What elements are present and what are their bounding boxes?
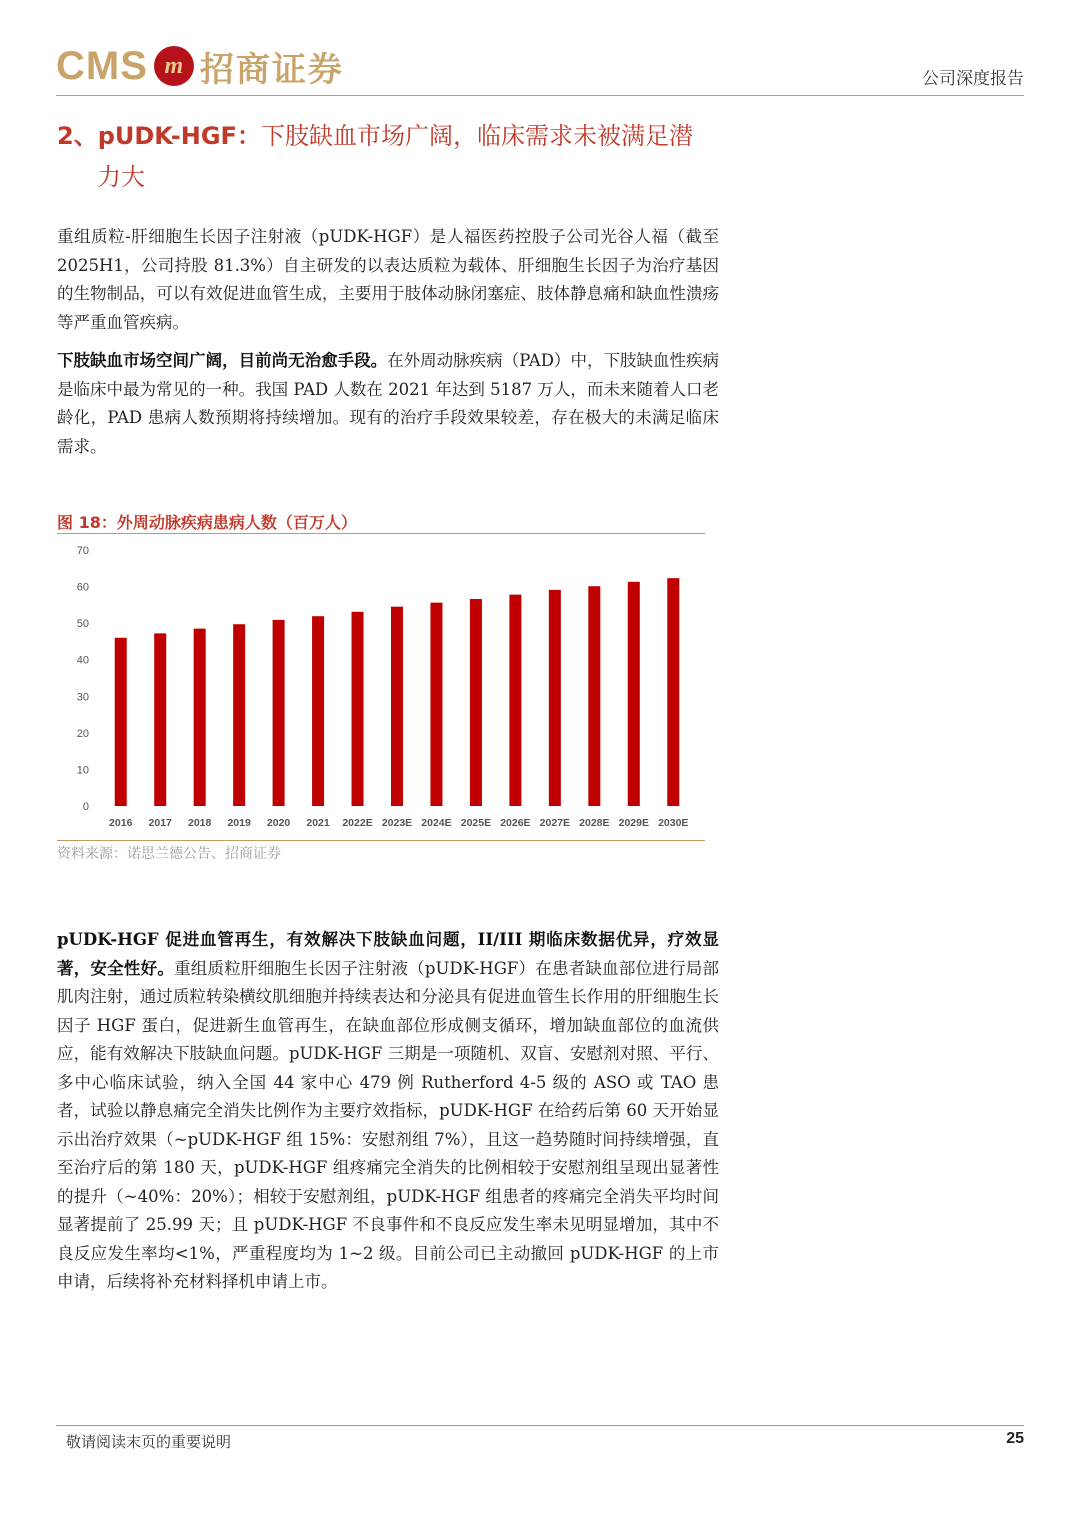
section-title-line1: 下肢缺血市场广阔，临床需求未被满足潜: [260, 122, 693, 150]
figure-bottom-rule: [57, 840, 705, 841]
bar-2018: [194, 629, 206, 806]
page-number: 25: [1006, 1430, 1024, 1447]
x-tick-label: 2027E: [539, 817, 571, 829]
paragraph-market: [57, 347, 719, 461]
section-number: 2、pUDK-HGF：: [57, 122, 261, 150]
y-tick-label: 70: [76, 545, 89, 557]
y-tick-label: 20: [76, 727, 89, 740]
bar-2017: [154, 633, 166, 806]
y-tick-label: 50: [76, 618, 89, 631]
x-tick-label: 2018: [187, 817, 212, 829]
x-tick-label: 2019: [227, 817, 251, 829]
y-tick-label: 10: [76, 764, 89, 777]
x-tick-label: 2022E: [342, 817, 373, 829]
header-divider: [56, 95, 1024, 96]
bar-2028E: [588, 586, 600, 806]
bar-2027E: [549, 590, 561, 806]
x-tick-label: 2030E: [658, 817, 689, 829]
x-tick-label: 2025E: [460, 817, 492, 829]
report-type-label: 公司深度报告: [922, 69, 1024, 89]
section-heading: [57, 116, 722, 198]
bar-2021: [312, 616, 324, 806]
figure-top-rule: [57, 533, 705, 534]
bar-2026E: [509, 595, 521, 806]
y-tick-label: 60: [76, 581, 89, 594]
y-tick-label: 0: [82, 801, 89, 813]
bar-2020: [273, 620, 285, 806]
bar-2023E: [391, 607, 403, 806]
x-tick-label: 2016: [109, 817, 133, 829]
logo-chinese-text: 招商证券: [199, 49, 344, 90]
cms-logo: [56, 42, 344, 90]
y-tick-label: 40: [76, 654, 89, 667]
y-tick-label: 30: [76, 691, 89, 704]
footer-divider: [56, 1425, 1024, 1426]
page-header: [56, 36, 1024, 98]
paragraph-clinical: [57, 926, 719, 1297]
logo-latin-text: CMS: [56, 43, 148, 88]
x-tick-label: 2029E: [618, 817, 649, 829]
x-tick-label: 2024E: [421, 817, 452, 829]
bar-2019: [233, 624, 245, 806]
x-tick-label: 2021: [306, 817, 330, 829]
bar-2030E: [667, 578, 679, 806]
bar-2016: [115, 638, 127, 806]
logo-emblem-icon: m: [154, 46, 194, 86]
bar-2025E: [470, 599, 482, 806]
paragraph-market-lead: 下肢缺血市场空间广阔，目前尚无治愈手段。: [57, 351, 388, 370]
paragraph-clinical-lead: pUDK-HGF 促进血管再生，有效解决下肢缺血问题，II/III 期临床数据优异，疗效显著，安全性好。: [57, 930, 719, 978]
paragraph-product-intro: 重组质粒-肝细胞生长因子注射液（pUDK-HGF）是人福医药控股子公司光谷人福（截至 2025H1，公司持股 81.3%）自主研发的以表达质粒为载体、肝细胞生长因子为治疗基因的生物制品，可以有效促进血管生成，主要用于肢体动脉闭塞症、肢体静息痛和缺血性溃疡等严重血管疾病。: [57, 227, 719, 332]
x-tick-label: 2020: [266, 817, 291, 829]
x-tick-label: 2023E: [381, 817, 413, 829]
paragraph-market-body: 在外周动脉疾病（PAD）中，下肢缺血性疾病是临床中最为常见的一种。我国 PAD 人数在 2021 年达到 5187 万人，而未来随着人口老龄化，PAD 患病人数预期将持续增加。现有的治疗手段效果较差，存在极大的未满足临床需求。: [57, 351, 719, 456]
section-title-line2: 力大: [97, 163, 145, 191]
bar-2029E: [628, 582, 640, 806]
x-tick-label: 2026E: [500, 817, 531, 829]
paragraph-clinical-body: 重组质粒肝细胞生长因子注射液（pUDK-HGF）在患者缺血部位进行局部肌肉注射，通过质粒转染横纹肌细胞并持续表达和分泌具有促进血管生长作用的肝细胞生长因子 HGF 蛋白，促进新生血管再生，在缺血部位形成侧支循环，增加缺血部位的血流供应，能有效解决下肢缺血问题。pUDK-HGF 三期是一项随机、双盲、安慰剂对照、平行、多中心临床试验，纳入全国 44 家中心 479 例 Rutherford 4-5 级的 ASO 或 TAO 患者，试验以静息痛完全消失比例作为主要疗效指标，pUDK-HGF 在给药后第 60 天开始显示出治疗效果（~pUDK-HGF 组 15%：安慰剂组 7%），且这一趋势随时间持续增强，直至治疗后的第 180 天，pUDK-HGF 组疼痛完全消失的比例相较于安慰剂组呈现出显著性的提升（~40%：20%）；相较于安慰剂组，pUDK-HGF 组患者的疼痛完全消失平均时间显著提前了 25.99 天；且 pUDK-HGF 不良事件和不良反应发生率未见明显增加，其中不良反应发生率均<1%，严重程度均为 1~2 级。目前公司已主动撤回 pUDK-HGF 的上市申请，后续将补充材料择机申请上市。: [57, 958, 719, 1291]
x-tick-label: 2017: [148, 817, 172, 829]
bar-2022E: [352, 612, 364, 806]
figure-title: 图 18：外周动脉疾病患病人数（百万人）: [57, 513, 357, 532]
footer-disclaimer-note: 敬请阅读末页的重要说明: [66, 1433, 232, 1451]
figure-source: 资料来源：诺思兰德公告、招商证券: [57, 846, 281, 862]
pad-patients-bar-chart: [57, 538, 705, 836]
bar-2024E: [430, 603, 442, 806]
x-tick-label: 2028E: [579, 817, 610, 829]
